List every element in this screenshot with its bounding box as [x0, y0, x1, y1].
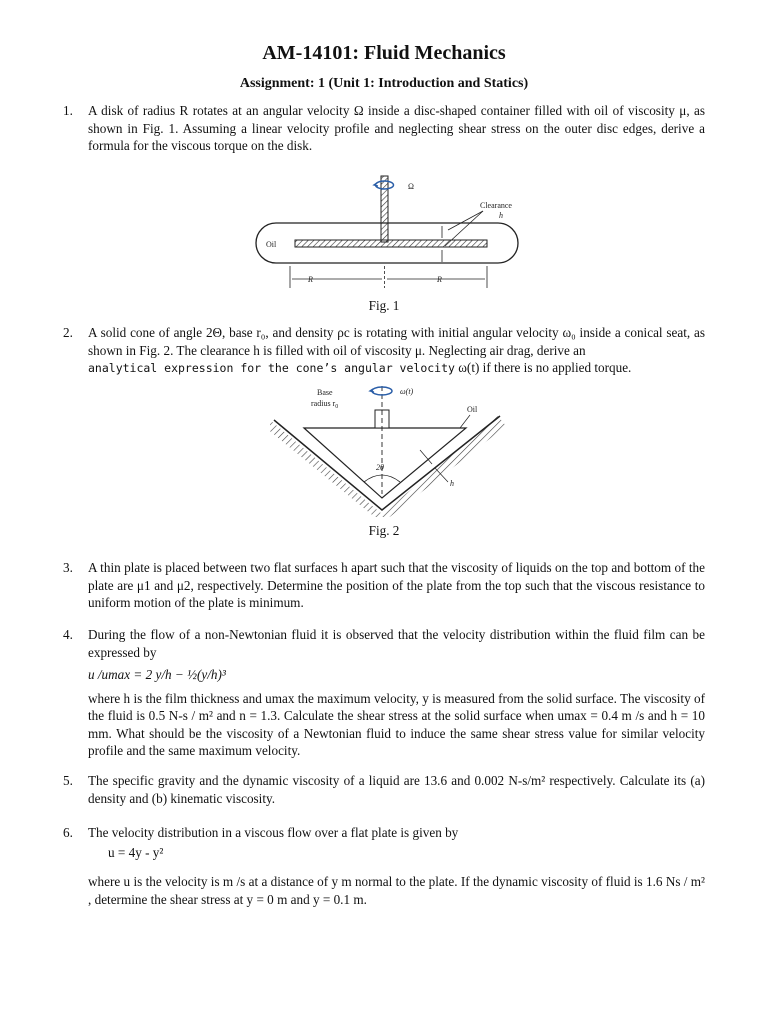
question-text: where u is the velocity is m /s at a distance of y m normal to the plate. If the dynamic viscosity of fluid is 1.6 Ns / m² , determine the shear stress at y = 0 m and y = 0.1 m. — [88, 874, 705, 907]
assignment-subtitle: Assignment: 1 (Unit 1: Introduction and Statics) — [239, 76, 529, 91]
radius-text: radius r — [311, 399, 336, 408]
omega-label: Ω — [408, 182, 414, 191]
figure-2-cone — [270, 382, 510, 517]
page-title: AM-14101: Fluid Mechanics — [262, 42, 506, 64]
clearance-h-label: h — [499, 211, 503, 220]
angle-label: 2θ — [376, 463, 384, 472]
disk — [295, 240, 487, 247]
omega-t-label: ω(t) — [400, 387, 414, 396]
base-label: Base — [317, 388, 333, 397]
question-number: 3. — [63, 560, 73, 575]
question-4 — [63, 626, 705, 760]
figure-1-caption: Fig. 1 — [368, 298, 400, 313]
conical-seat — [270, 416, 506, 517]
oil-label: Oil — [266, 240, 277, 249]
velocity-equation: u /umax = 2 y/h − ½(y/h)³ — [88, 667, 226, 682]
question-number: 2. — [63, 325, 73, 340]
question-2 — [63, 324, 705, 378]
radius-subscript: 0 — [335, 404, 339, 410]
radius-label-right: R — [437, 275, 442, 284]
question-text-mono: analytical expression for the cone’s angular velocity — [88, 361, 455, 375]
question-text: A thin plate is placed between two flat surfaces h apart such that the viscosity of liquids on the top and bottom of the plate are μ1 and μ2, respectively. Determine the position of the plate from the top such that the viscous resistance to uniform motion of the plate is minimum. — [88, 560, 705, 610]
question-text: The specific gravity and the dynamic viscosity of a liquid are 13.6 and 0.002 N-s/m² respectively. Calculate its (a) density and (b) kinematic viscosity. — [88, 773, 705, 806]
figure-1-disk — [250, 168, 525, 293]
shaft — [381, 176, 388, 242]
radius-label-left: R — [308, 275, 313, 284]
question-number: 1. — [63, 103, 73, 118]
question-number: 5. — [63, 773, 73, 788]
question-text: where h is the film thickness and umax the maximum velocity, y is measured from the solid surface. The viscosity of the fluid is 0.5 N-s / m² and n = 1.3. Calculate the shear stress at the solid surface when umax = 0.4 m /s and h = 10 mm. What should be the viscosity of a Newtonian fluid to induce the same shear stress value for similar velocity profile and the same maximum velocity. — [88, 690, 705, 758]
clearance-label: Clearance — [480, 201, 512, 210]
question-6 — [63, 824, 705, 908]
question-text-rest: ω(t) if there is no applied torque. — [454, 360, 632, 375]
question-1 — [63, 102, 705, 155]
question-intro: The velocity distribution in a viscous flow over a flat plate is given by — [88, 825, 459, 840]
question-number: 6. — [63, 825, 73, 840]
question-number: 4. — [63, 627, 73, 642]
radius-label — [311, 399, 338, 410]
velocity-equation: u = 4y - y² — [108, 844, 164, 860]
question-3 — [63, 559, 705, 612]
figure-2-caption: Fig. 2 — [368, 523, 400, 538]
question-5 — [63, 772, 705, 807]
question-text: A solid cone of angle 2Θ, base r₀, and density ρc is rotating with initial angular velocity ω₀ inside a conical seat, as shown in Fig. 2. The clearance h is filled with oil of viscosity μ. Neglecting air drag, derive an — [88, 325, 705, 358]
clearance-h-label: h — [450, 479, 454, 488]
oil-label: Oil — [467, 405, 478, 414]
question-intro: During the flow of a non-Newtonian fluid it is observed that the velocity distribution within the fluid film can be expressed by — [88, 627, 705, 660]
question-text: A disk of radius R rotates at an angular velocity Ω inside a disc-shaped container filled with oil of viscosity μ, as shown in Fig. 1. Assuming a linear velocity profile and neglecting shear stress on the outer disc edges, derive a formula for the viscous torque on the disk. — [88, 103, 705, 153]
